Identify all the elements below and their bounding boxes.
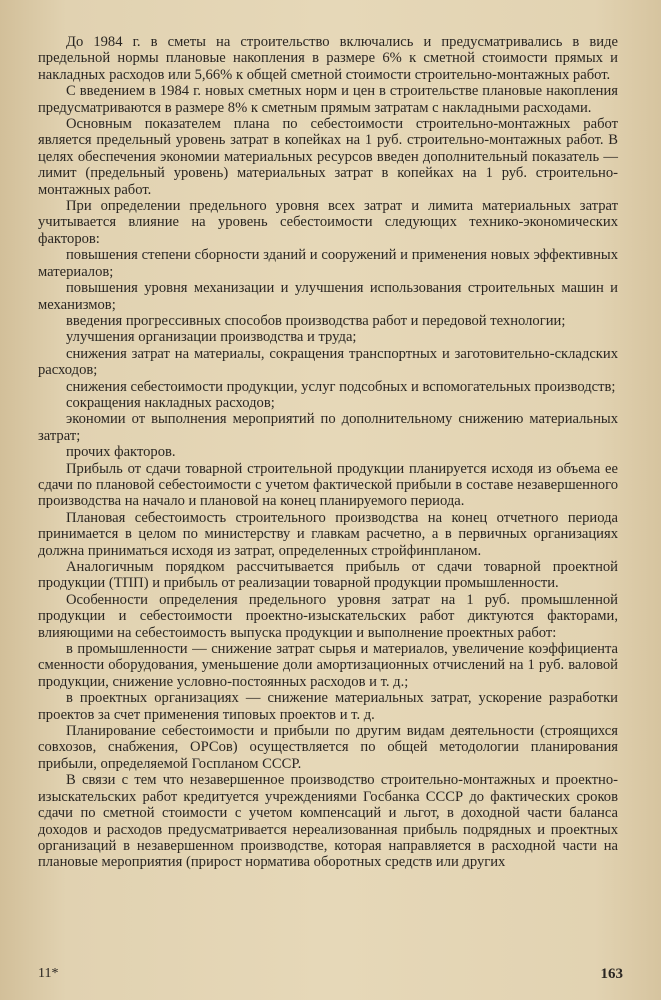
list-item: повышения степени сборности зданий и сооружений и применения новых эффективных материалов; bbox=[38, 247, 618, 280]
signature-mark: 11* bbox=[38, 966, 59, 981]
list-item: снижения себестоимости продукции, услуг подсобных и вспомогательных производств; bbox=[66, 378, 616, 395]
paragraph: С введением в 1984 г. новых сметных норм и цен в строительстве плановые накопления предусматриваются в размере 8% к сметным прямым затратам с накладными расходами. bbox=[38, 83, 618, 116]
list-item: экономии от выполнения мероприятий по дополнительному снижению материальных затрат; bbox=[38, 411, 618, 444]
list-item: повышения уровня механизации и улучшения использования строительных машин и механизмов; bbox=[38, 280, 618, 313]
paragraph: Плановая себестоимость строительного производства на конец отчетного периода принимается в целом по министерству и главкам расчетно, а в первичных организациях должна приниматься исходя из затрат, определенных стройфинпланом. bbox=[38, 509, 618, 559]
page-number: 163 bbox=[600, 966, 623, 982]
paragraph: Планирование себестоимости и прибыли по другим видам деятельности (строящихся совхозов, снабжения, ОРСов) осуществляется по общей методологии планирования прибыли, определяемой Госпланом СССР. bbox=[38, 723, 618, 772]
paragraph: До 1984 г. в сметы на строительство включались и предусматривались в виде предельной нормы плановые накопления в размере 6% к сметной стоимости прямых и накладных расходов или 5,66% к общей сметной стоимости строительно-монтажных работ. bbox=[38, 34, 618, 83]
paragraph: В связи с тем что незавершенное производство строительно-монтажных и проектно-изыскательских работ кредитуется учреждениями Госбанка СССР до фактических сроков сдачи по сметной стоимости с учетом компенсаций и льгот, в доходной части баланса доходов и расходов предусматривается нереализованная прибыль подрядных и проектных организаций в незавершенном производстве, которая направляется в расходной части на плановые мероприятия (прирост норматива оборотных средств или других bbox=[38, 772, 618, 871]
list-item: введения прогрессивных способов производства работ и передовой технологии; bbox=[66, 312, 566, 329]
paragraph: Прибыль от сдачи товарной строительной продукции планируется исходя из объема ее сдачи по плановой себестоимости с учетом фактической прибыли в составе незавершенного производства на начало и плановой на конец планируемого периода. bbox=[38, 460, 618, 510]
page-body bbox=[38, 34, 618, 871]
paragraph: При определении предельного уровня всех затрат и лимита материальных затрат учитывается влияние на уровень себестоимости следующих технико-экономических факторов: bbox=[38, 198, 618, 247]
list-item: прочих факторов. bbox=[66, 444, 176, 461]
list-item: в проектных организациях — снижение материальных затрат, ускорение разработки проектов за счет применения типовых проектов и т. д. bbox=[38, 690, 618, 723]
list-item: сокращения накладных расходов; bbox=[66, 394, 275, 411]
list-item: снижения затрат на материалы, сокращения транспортных и заготовительно-складских расходов; bbox=[38, 345, 618, 379]
paragraph: Аналогичным порядком рассчитывается прибыль от сдачи товарной проектной продукции (ТПП) и прибыль от реализации товарной продукции промышленности. bbox=[38, 559, 618, 592]
list-item: улучшения организации производства и труда; bbox=[66, 329, 357, 346]
list-item: в промышленности — снижение затрат сырья и материалов, увеличение коэффициента сменности оборудования, уменьшение доли амортизационных отчислений на 1 руб. валовой продукции, снижение условно-постоянных расходов и т. д.; bbox=[38, 641, 618, 690]
paragraph: Особенности определения предельного уровня затрат на 1 руб. промышленной продукции и себестоимости проектно-изыскательских работ диктуются факторами, влияющими на себестоимость выпуска продукции и выполнение проектных работ: bbox=[38, 591, 618, 641]
paragraph: Основным показателем плана по себестоимости строительно-монтажных работ является предельный уровень затрат в копейках на 1 руб. строительно-монтажных работ. В целях обеспечения экономии материальных ресурсов введен дополнительный показатель — лимит (предельный уровень) материальных затрат в копейках на 1 руб. строительно-монтажных работ. bbox=[38, 116, 618, 198]
